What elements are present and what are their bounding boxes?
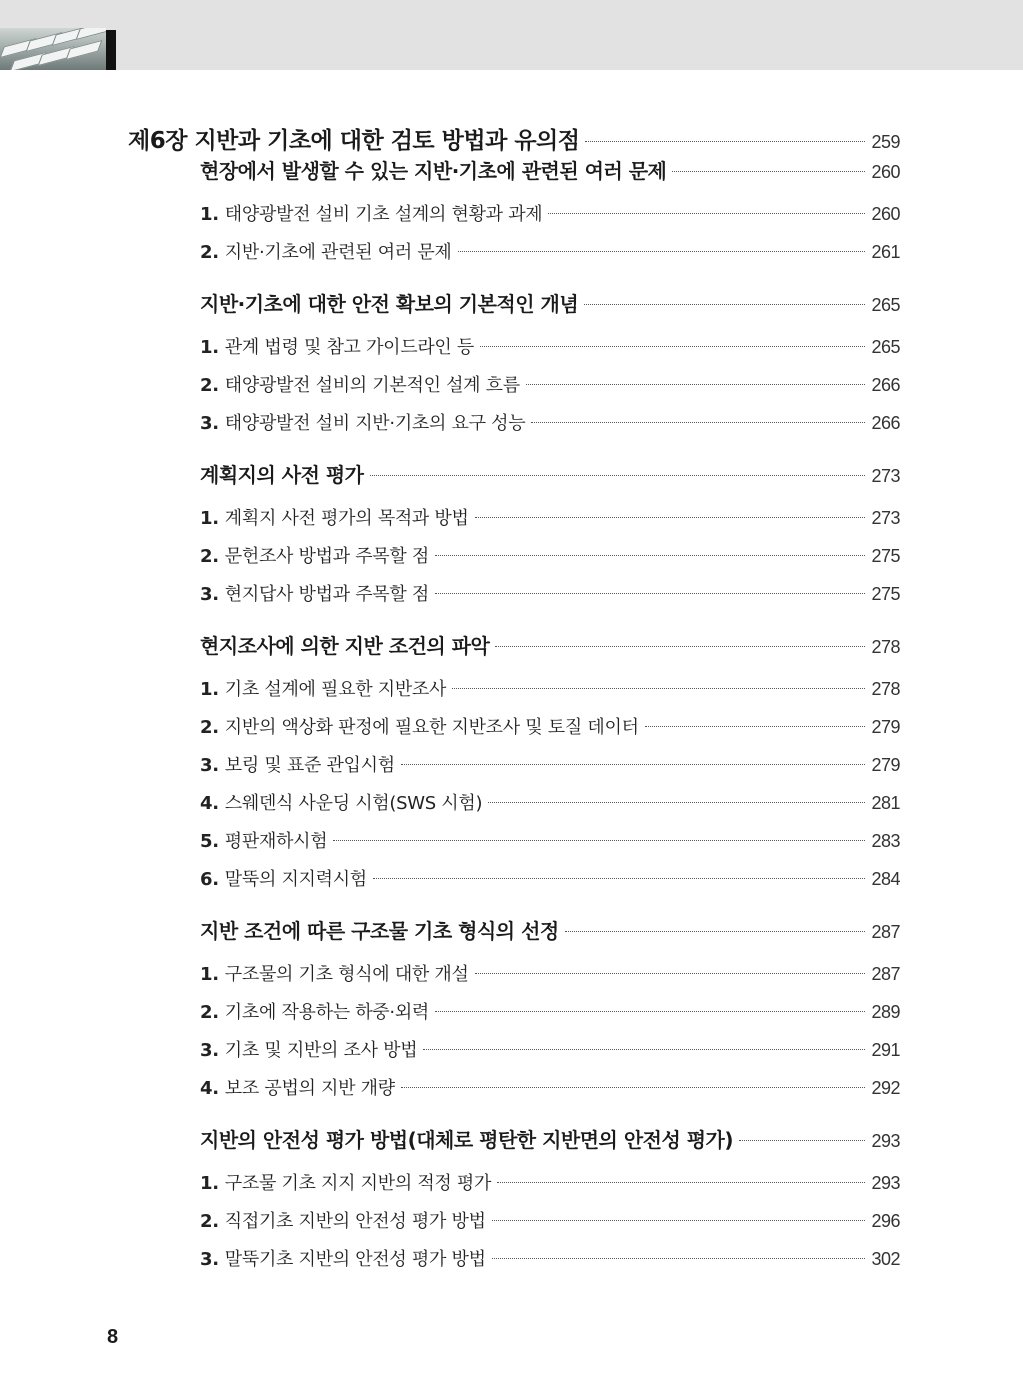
dot-leader bbox=[435, 1011, 865, 1012]
header-solar-panel-image bbox=[0, 28, 106, 70]
item-page: 289 bbox=[871, 1002, 900, 1022]
item-page: 283 bbox=[871, 831, 900, 851]
dot-leader bbox=[452, 688, 865, 689]
item-label: 구조물의 기초 형식에 대한 개설 bbox=[224, 964, 469, 985]
item-label: 태양광발전 설비의 기본적인 설계 흐름 bbox=[224, 375, 520, 396]
toc-chapter[interactable] bbox=[128, 122, 900, 155]
item-number: 1. bbox=[200, 1173, 219, 1194]
section-page: 278 bbox=[871, 637, 900, 657]
dot-leader bbox=[497, 1182, 865, 1183]
item-label: 지반의 액상화 판정에 필요한 지반조사 및 토질 데이터 bbox=[224, 717, 639, 738]
item-title bbox=[200, 1074, 395, 1100]
toc-section[interactable] bbox=[200, 288, 900, 317]
item-label: 직접기초 지반의 안전성 평가 방법 bbox=[224, 1211, 486, 1232]
item-page: 287 bbox=[871, 964, 900, 984]
item-page: 279 bbox=[871, 755, 900, 775]
section-page: 287 bbox=[871, 922, 900, 942]
section-page: 273 bbox=[871, 466, 900, 486]
item-page: 284 bbox=[871, 869, 900, 889]
item-title bbox=[200, 1245, 486, 1271]
dot-leader bbox=[401, 1087, 866, 1088]
section-title: 지반 조건에 따른 구조물 기초 형식의 선정 bbox=[200, 919, 559, 943]
toc-item[interactable] bbox=[200, 580, 900, 606]
item-number: 2. bbox=[200, 242, 219, 263]
item-page: 273 bbox=[871, 508, 900, 528]
dot-leader bbox=[739, 1140, 865, 1141]
item-title bbox=[200, 865, 367, 891]
toc-item[interactable] bbox=[200, 865, 900, 891]
toc-section[interactable] bbox=[200, 915, 900, 944]
toc-item[interactable] bbox=[200, 1036, 900, 1062]
item-title bbox=[200, 1207, 486, 1233]
item-page: 275 bbox=[871, 584, 900, 604]
item-label: 평판재하시험 bbox=[224, 831, 328, 852]
item-title bbox=[200, 333, 474, 359]
item-label: 기초에 작용하는 하중·외력 bbox=[224, 1002, 429, 1023]
toc-item[interactable] bbox=[200, 827, 900, 853]
section-title: 현장에서 발생할 수 있는 지반·기초에 관련된 여러 문제 bbox=[200, 159, 667, 183]
item-number: 4. bbox=[200, 1078, 219, 1099]
item-page: 302 bbox=[871, 1249, 900, 1269]
dot-leader bbox=[492, 1258, 866, 1259]
item-label: 현지답사 방법과 주목할 점 bbox=[224, 584, 429, 605]
dot-leader bbox=[480, 346, 865, 347]
dot-leader bbox=[584, 304, 865, 305]
dot-leader bbox=[531, 422, 865, 423]
toc-item[interactable] bbox=[200, 504, 900, 530]
item-page: 278 bbox=[871, 679, 900, 699]
item-number: 6. bbox=[200, 869, 219, 890]
dot-leader bbox=[370, 475, 866, 476]
section-page: 293 bbox=[871, 1131, 900, 1151]
item-page: 275 bbox=[871, 546, 900, 566]
item-title bbox=[200, 504, 469, 530]
item-title bbox=[200, 789, 482, 815]
item-number: 2. bbox=[200, 717, 219, 738]
header-band bbox=[0, 0, 1023, 70]
item-label: 문헌조사 방법과 주목할 점 bbox=[224, 546, 429, 567]
item-number: 2. bbox=[200, 546, 219, 567]
item-page: 266 bbox=[871, 375, 900, 395]
item-page: 293 bbox=[871, 1173, 900, 1193]
item-page: 291 bbox=[871, 1040, 900, 1060]
item-number: 4. bbox=[200, 793, 219, 814]
item-page: 292 bbox=[871, 1078, 900, 1098]
item-title bbox=[200, 542, 429, 568]
section-page: 265 bbox=[871, 295, 900, 315]
dot-leader bbox=[373, 878, 866, 879]
item-number: 3. bbox=[200, 413, 219, 434]
item-title bbox=[200, 827, 327, 853]
item-label: 스웨덴식 사운딩 시험(SWS 시험) bbox=[224, 793, 483, 814]
toc-section[interactable] bbox=[200, 155, 900, 184]
item-label: 태양광발전 설비 기초 설계의 현황과 과제 bbox=[224, 204, 543, 225]
item-number: 3. bbox=[200, 755, 219, 776]
item-number: 2. bbox=[200, 1002, 219, 1023]
item-label: 기초 및 지반의 조사 방법 bbox=[224, 1040, 418, 1061]
dot-leader bbox=[526, 384, 866, 385]
toc-item[interactable] bbox=[200, 675, 900, 701]
item-label: 말뚝기초 지반의 안전성 평가 방법 bbox=[224, 1249, 486, 1270]
toc-item[interactable] bbox=[200, 333, 900, 359]
section-title: 현지조사에 의한 지반 조건의 파악 bbox=[200, 634, 490, 658]
item-page: 281 bbox=[871, 793, 900, 813]
item-number: 5. bbox=[200, 831, 219, 852]
header-accent-bar bbox=[106, 30, 116, 70]
toc-item[interactable] bbox=[200, 960, 900, 986]
item-title bbox=[200, 200, 542, 226]
dot-leader bbox=[672, 171, 865, 172]
item-title bbox=[200, 751, 395, 777]
item-number: 3. bbox=[200, 1040, 219, 1061]
chapter-title: 제6장 지반과 기초에 대한 검토 방법과 유의점 bbox=[128, 128, 580, 154]
dot-leader bbox=[488, 802, 865, 803]
item-title bbox=[200, 960, 469, 986]
item-title bbox=[200, 580, 429, 606]
item-page: 266 bbox=[871, 413, 900, 433]
section-title: 계획지의 사전 평가 bbox=[200, 463, 364, 487]
toc-item[interactable] bbox=[200, 713, 900, 739]
item-number: 3. bbox=[200, 584, 219, 605]
item-label: 계획지 사전 평가의 목적과 방법 bbox=[224, 508, 469, 529]
item-title bbox=[200, 371, 520, 397]
item-label: 지반·기초에 관련된 여러 문제 bbox=[224, 242, 452, 263]
item-number: 1. bbox=[200, 964, 219, 985]
dot-leader bbox=[645, 726, 866, 727]
toc-item[interactable] bbox=[200, 542, 900, 568]
item-title bbox=[200, 1169, 491, 1195]
toc-section[interactable] bbox=[200, 459, 900, 488]
dot-leader bbox=[423, 1049, 865, 1050]
toc-item[interactable] bbox=[200, 371, 900, 397]
page-number: 8 bbox=[107, 1326, 119, 1348]
item-page: 296 bbox=[871, 1211, 900, 1231]
item-page: 265 bbox=[871, 337, 900, 357]
dot-leader bbox=[495, 646, 865, 647]
toc-item[interactable] bbox=[200, 1245, 900, 1271]
toc-item[interactable] bbox=[200, 409, 900, 435]
section-title: 지반의 안전성 평가 방법(대체로 평탄한 지반면의 안전성 평가) bbox=[200, 1128, 734, 1152]
item-number: 1. bbox=[200, 508, 219, 529]
dot-leader bbox=[492, 1220, 866, 1221]
dot-leader bbox=[401, 764, 866, 765]
item-title bbox=[200, 238, 452, 264]
item-title bbox=[200, 409, 525, 435]
toc-item[interactable] bbox=[200, 789, 900, 815]
item-number: 1. bbox=[200, 204, 219, 225]
toc-section[interactable] bbox=[200, 1124, 900, 1153]
dot-leader bbox=[435, 593, 865, 594]
toc-item[interactable] bbox=[200, 238, 900, 264]
toc-item[interactable] bbox=[200, 1207, 900, 1233]
dot-leader bbox=[435, 555, 865, 556]
dot-leader bbox=[548, 213, 865, 214]
toc-item[interactable] bbox=[200, 751, 900, 777]
dot-leader bbox=[585, 141, 865, 142]
toc-item[interactable] bbox=[200, 998, 900, 1024]
item-label: 관계 법령 및 참고 가이드라인 등 bbox=[224, 337, 475, 358]
item-title bbox=[200, 998, 429, 1024]
dot-leader bbox=[475, 973, 866, 974]
toc-item[interactable] bbox=[200, 1169, 900, 1195]
section-title: 지반·기초에 대한 안전 확보의 기본적인 개념 bbox=[200, 292, 579, 316]
item-title bbox=[200, 675, 446, 701]
item-number: 1. bbox=[200, 337, 219, 358]
dot-leader bbox=[458, 251, 866, 252]
section-page: 260 bbox=[871, 162, 900, 182]
item-title bbox=[200, 1036, 417, 1062]
item-number: 2. bbox=[200, 375, 219, 396]
item-label: 보조 공법의 지반 개량 bbox=[224, 1078, 395, 1099]
item-number: 1. bbox=[200, 679, 219, 700]
item-page: 279 bbox=[871, 717, 900, 737]
item-label: 구조물 기초 지지 지반의 적정 평가 bbox=[224, 1173, 492, 1194]
toc-section[interactable] bbox=[200, 630, 900, 659]
item-number: 2. bbox=[200, 1211, 219, 1232]
item-page: 260 bbox=[871, 204, 900, 224]
item-page: 261 bbox=[871, 242, 900, 262]
toc-item[interactable] bbox=[200, 1074, 900, 1100]
dot-leader bbox=[475, 517, 866, 518]
toc-item[interactable] bbox=[200, 200, 900, 226]
item-label: 보링 및 표준 관입시험 bbox=[224, 755, 395, 776]
item-label: 말뚝의 지지력시험 bbox=[224, 869, 367, 890]
item-label: 기초 설계에 필요한 지반조사 bbox=[224, 679, 447, 700]
dot-leader bbox=[333, 840, 865, 841]
dot-leader bbox=[565, 931, 866, 932]
item-label: 태양광발전 설비 지반·기초의 요구 성능 bbox=[224, 413, 526, 434]
item-number: 3. bbox=[200, 1249, 219, 1270]
item-title bbox=[200, 713, 639, 739]
chapter-page: 259 bbox=[871, 132, 900, 152]
